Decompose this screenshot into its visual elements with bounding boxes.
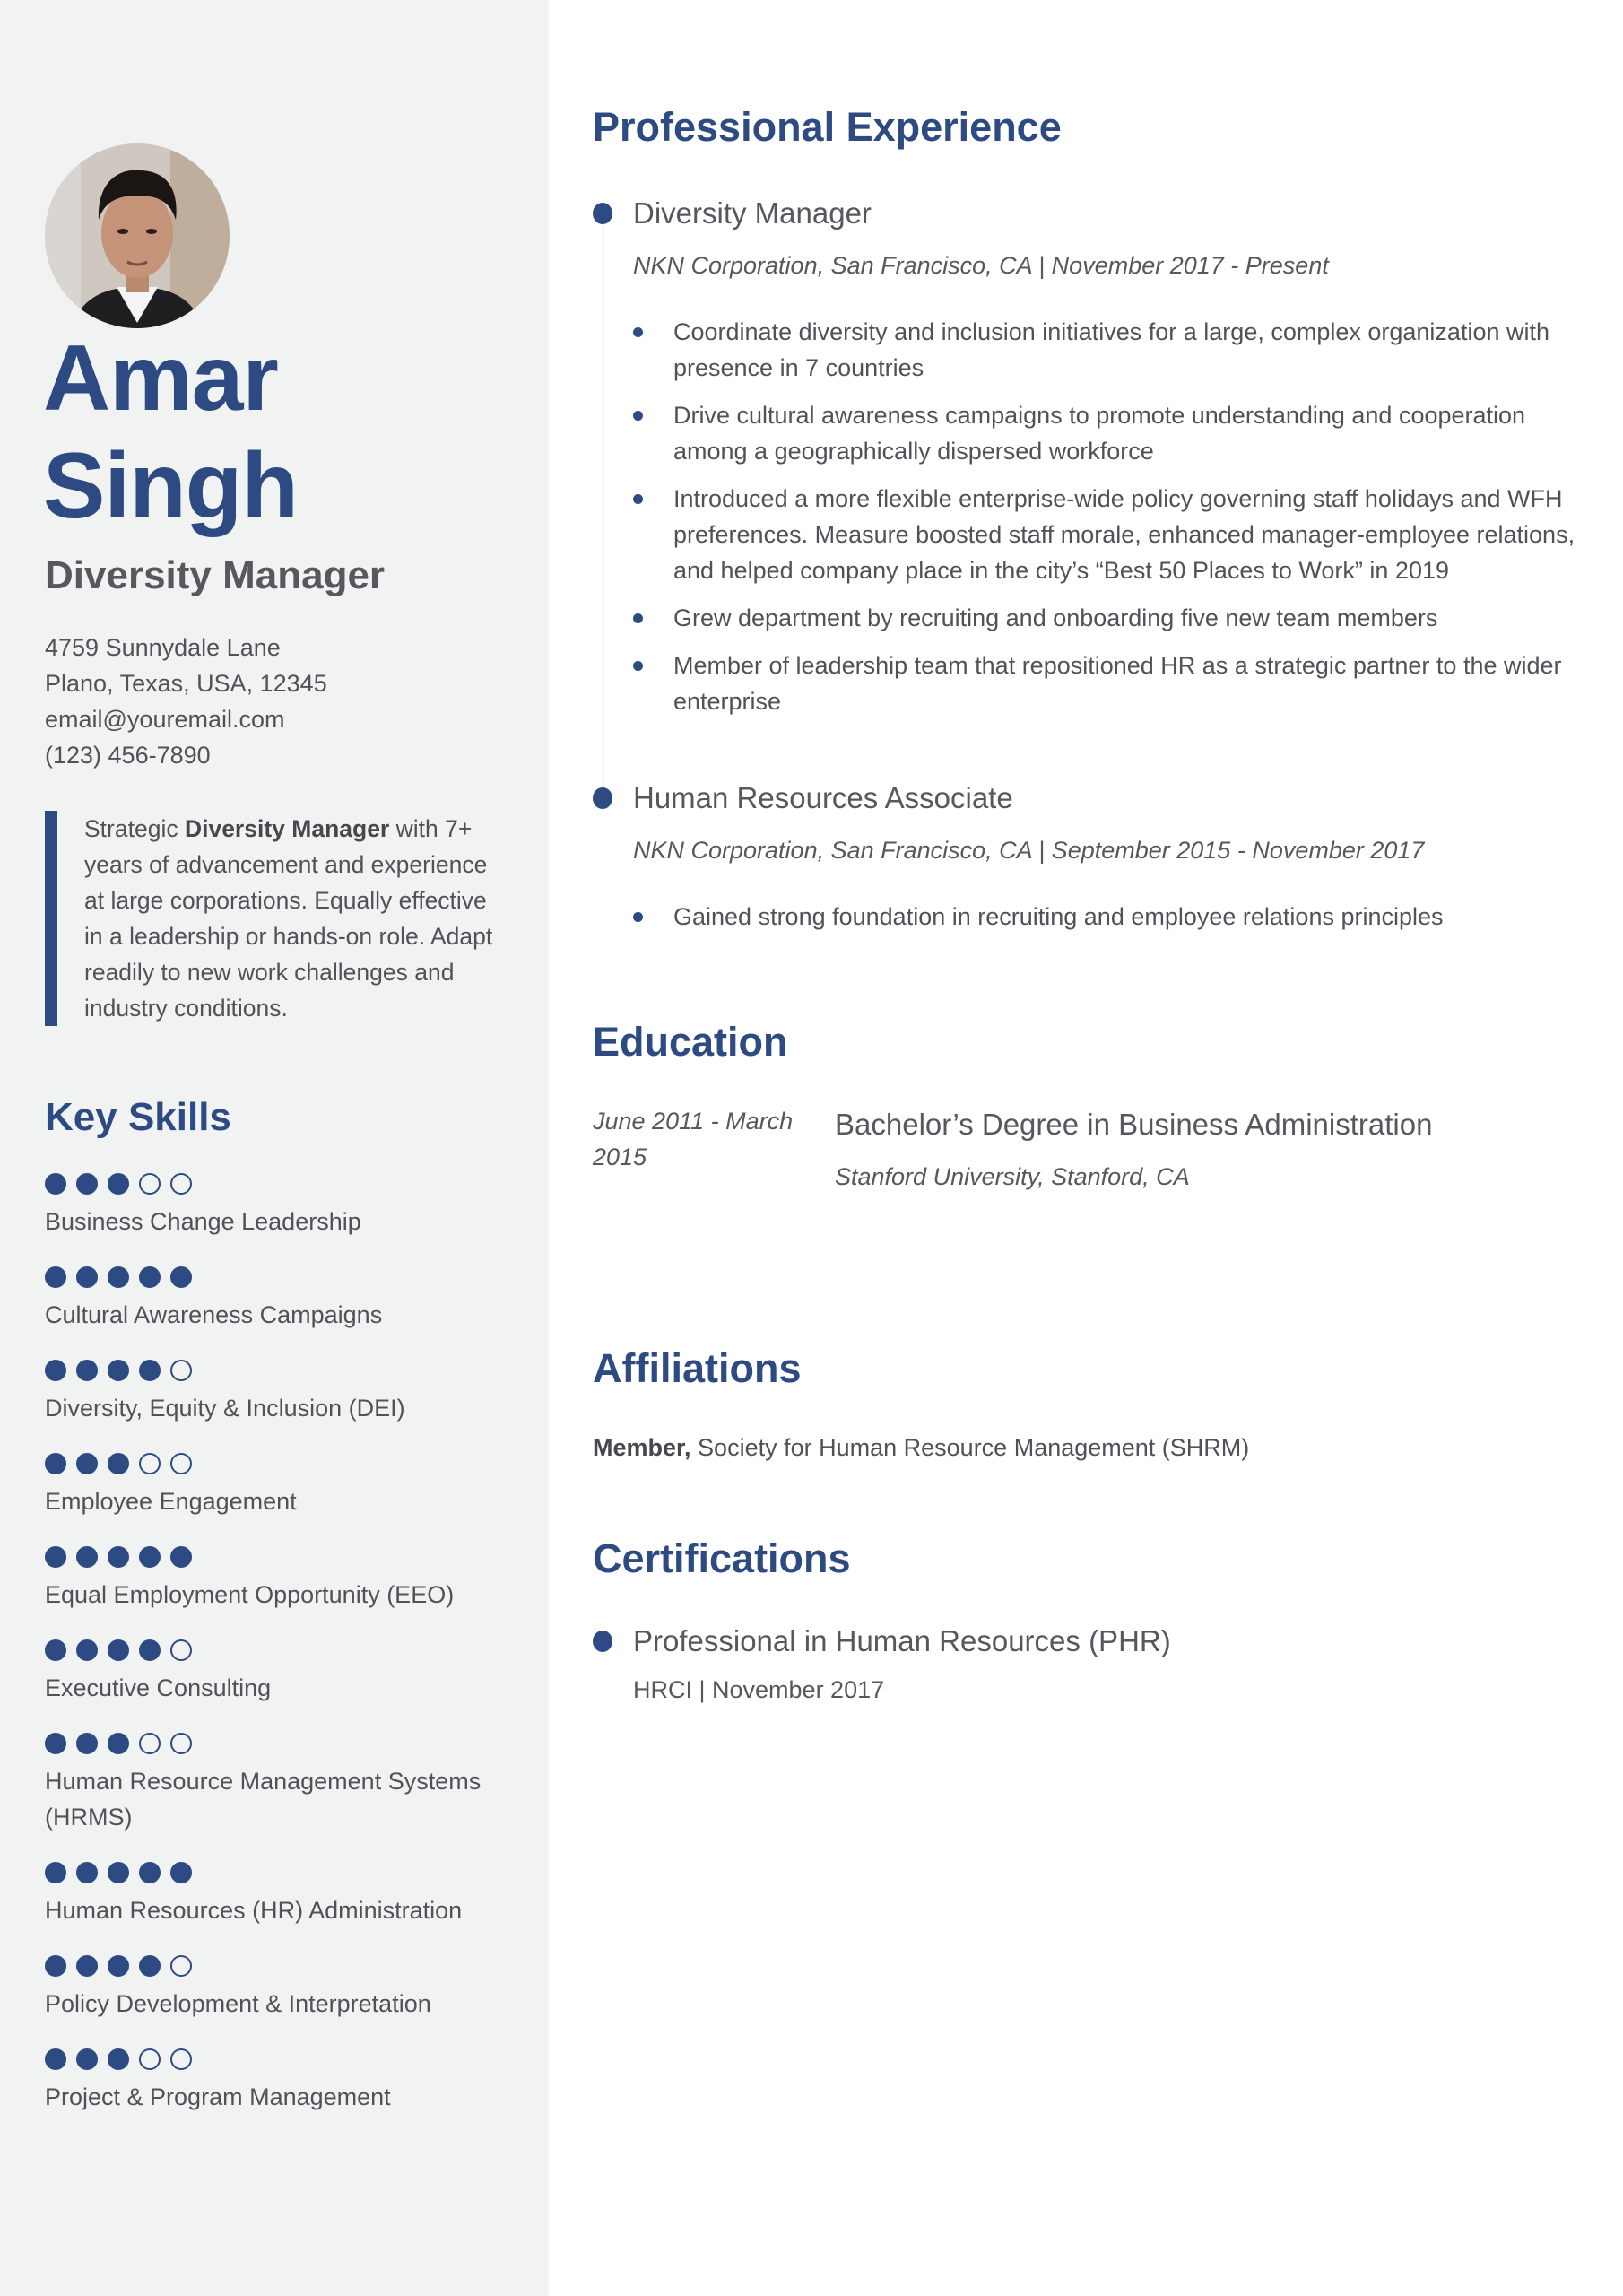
education-school: Stanford University, Stanford, CA — [835, 1163, 1190, 1190]
list-item — [633, 600, 1597, 636]
summary-suffix: with 7+ years of advancement and experience at large corporations. Equally effective in a leadership or hands-on role. Adapt readily to new work challenges and industry conditions. — [84, 815, 493, 1022]
certifications-title: Certifications — [593, 1535, 851, 1581]
skill-item — [45, 1862, 529, 1928]
filled-dot-icon — [45, 1955, 66, 1977]
skill-label: Policy Development & Interpretation — [45, 1990, 431, 2017]
skill-item — [45, 1639, 529, 1706]
sidebar — [0, 0, 549, 2296]
filled-dot-icon — [108, 1639, 129, 1661]
filled-dot-icon — [108, 1955, 129, 1977]
timeline-dot-icon — [593, 787, 612, 809]
filled-dot-icon — [139, 1862, 161, 1883]
timeline-dot-icon — [593, 203, 612, 224]
phone[interactable]: (123) 456-7890 — [45, 742, 211, 769]
headline: Diversity Manager — [45, 553, 386, 597]
certification-meta: HRCI | November 2017 — [633, 1676, 885, 1703]
filled-dot-icon — [45, 1266, 66, 1288]
skill-rating — [45, 1360, 529, 1381]
filled-dot-icon — [108, 1173, 129, 1195]
job-meta: NKN Corporation, San Francisco, CA | November 2017 - Present — [633, 252, 1329, 279]
filled-dot-icon — [108, 1360, 129, 1381]
filled-dot-icon — [45, 1360, 66, 1381]
job-entry — [593, 778, 1597, 946]
profile-photo-icon — [45, 144, 230, 328]
skill-item — [45, 1453, 529, 1519]
list-item — [633, 648, 1597, 719]
filled-dot-icon — [139, 1639, 161, 1661]
empty-dot-icon — [139, 1733, 161, 1754]
filled-dot-icon — [76, 1360, 98, 1381]
skill-label: Diversity, Equity & Inclusion (DEI) — [45, 1395, 405, 1422]
filled-dot-icon — [108, 1862, 129, 1883]
skill-rating — [45, 1862, 529, 1883]
skill-item — [45, 1360, 529, 1426]
first-name: Amar — [43, 326, 278, 430]
filled-dot-icon — [76, 1173, 98, 1195]
affiliation-entry — [593, 1430, 1249, 1465]
empty-dot-icon — [170, 1733, 192, 1754]
email[interactable]: email@youremail.com — [45, 706, 285, 733]
affiliation-org: Society for Human Resource Management (SHRM) — [690, 1434, 1250, 1461]
filled-dot-icon — [170, 1266, 192, 1288]
skill-item — [45, 1546, 529, 1613]
skills-list — [45, 1173, 529, 2142]
job-bullets — [633, 314, 1597, 719]
empty-dot-icon — [170, 1173, 192, 1195]
skill-label: Cultural Awareness Campaigns — [45, 1301, 383, 1328]
skill-label: Employee Engagement — [45, 1488, 297, 1515]
certification-entry — [593, 1622, 1171, 1708]
skill-rating — [45, 2048, 529, 2070]
filled-dot-icon — [76, 1862, 98, 1883]
filled-dot-icon — [45, 1639, 66, 1661]
list-item — [633, 314, 1597, 386]
filled-dot-icon — [108, 1266, 129, 1288]
skill-rating — [45, 1173, 529, 1195]
job-bullets — [633, 899, 1597, 935]
summary-prefix: Strategic — [84, 815, 185, 842]
affiliation-role: Member, — [593, 1434, 691, 1461]
certification-title: Professional in Human Resources (PHR) — [633, 1624, 1171, 1657]
avatar — [45, 144, 230, 328]
filled-dot-icon — [108, 2048, 129, 2070]
skill-label: Business Change Leadership — [45, 1208, 361, 1235]
filled-dot-icon — [76, 1546, 98, 1568]
skill-rating — [45, 1639, 529, 1661]
filled-dot-icon — [108, 1453, 129, 1474]
empty-dot-icon — [170, 1360, 192, 1381]
filled-dot-icon — [45, 1453, 66, 1474]
filled-dot-icon — [76, 1955, 98, 1977]
education-title: Education — [593, 1019, 788, 1065]
bullet-icon — [633, 494, 643, 504]
skill-rating — [45, 1955, 529, 1977]
filled-dot-icon — [45, 1173, 66, 1195]
empty-dot-icon — [170, 2048, 192, 2070]
bullet-text: Coordinate diversity and inclusion initiatives for a large, complex organization with presence in 7 countries — [673, 318, 1549, 381]
skill-rating — [45, 1453, 529, 1474]
filled-dot-icon — [139, 1266, 161, 1288]
bullet-icon — [633, 327, 643, 337]
bullet-text: Introduced a more flexible enterprise-wide policy governing staff holidays and WFH preferences. Measure boosted staff morale, enhanced manager-employee relations, and helped company place in the city’s “Best 50 Places to Work” in 2019 — [673, 485, 1575, 584]
skills-title: Key Skills — [45, 1095, 231, 1139]
education-entry — [593, 1103, 1597, 1195]
summary-bold: Diversity Manager — [184, 815, 390, 842]
list-item — [633, 481, 1597, 588]
skill-label: Human Resource Management Systems (HRMS) — [45, 1768, 482, 1831]
filled-dot-icon — [45, 1733, 66, 1754]
bullet-text: Gained strong foundation in recruiting and employee relations principles — [673, 903, 1444, 930]
skill-label: Executive Consulting — [45, 1674, 272, 1701]
list-item — [633, 397, 1597, 469]
filled-dot-icon — [45, 2048, 66, 2070]
filled-dot-icon — [170, 1546, 192, 1568]
skill-rating — [45, 1733, 529, 1754]
education-degree: Bachelor’s Degree in Business Administration — [835, 1108, 1433, 1141]
skill-rating — [45, 1266, 529, 1288]
education-dates: June 2011 - March 2015 — [593, 1108, 794, 1170]
candidate-name — [43, 325, 527, 540]
job-title: Human Resources Associate — [633, 781, 1013, 814]
job-entry — [593, 194, 1597, 731]
bullet-text: Member of leadership team that repositioned HR as a strategic partner to the wider enterprise — [673, 652, 1562, 715]
empty-dot-icon — [170, 1955, 192, 1977]
filled-dot-icon — [45, 1546, 66, 1568]
job-meta: NKN Corporation, San Francisco, CA | September 2015 - November 2017 — [633, 837, 1425, 864]
filled-dot-icon — [139, 1546, 161, 1568]
filled-dot-icon — [139, 1360, 161, 1381]
skill-item — [45, 2048, 529, 2115]
filled-dot-icon — [108, 1733, 129, 1754]
empty-dot-icon — [170, 1453, 192, 1474]
skill-label: Equal Employment Opportunity (EEO) — [45, 1581, 455, 1608]
filled-dot-icon — [139, 1955, 161, 1977]
bullet-text: Grew department by recruiting and onboarding five new team members — [673, 604, 1438, 631]
filled-dot-icon — [170, 1862, 192, 1883]
filled-dot-icon — [108, 1546, 129, 1568]
empty-dot-icon — [170, 1639, 192, 1661]
empty-dot-icon — [139, 2048, 161, 2070]
experience-title: Professional Experience — [593, 104, 1062, 150]
bullet-icon — [633, 411, 643, 421]
bullet-text: Drive cultural awareness campaigns to promote understanding and cooperation among a geographically dispersed workforce — [673, 402, 1526, 465]
bullet-icon — [633, 912, 643, 922]
skill-item — [45, 1173, 529, 1239]
affiliations-title: Affiliations — [593, 1345, 802, 1391]
job-title: Diversity Manager — [633, 196, 872, 230]
empty-dot-icon — [139, 1173, 161, 1195]
filled-dot-icon — [45, 1862, 66, 1883]
skill-label: Human Resources (HR) Administration — [45, 1897, 463, 1924]
empty-dot-icon — [139, 1453, 161, 1474]
last-name: Singh — [43, 434, 298, 538]
timeline-dot-icon — [593, 1631, 612, 1652]
bullet-icon — [633, 613, 643, 623]
main-content — [549, 0, 1623, 2296]
address-city: Plano, Texas, USA, 12345 — [45, 670, 327, 697]
skill-label: Project & Program Management — [45, 2083, 391, 2110]
summary — [45, 811, 511, 1026]
list-item — [633, 899, 1597, 935]
filled-dot-icon — [76, 1453, 98, 1474]
skill-rating — [45, 1546, 529, 1568]
address-street: 4759 Sunnydale Lane — [45, 634, 281, 661]
filled-dot-icon — [76, 2048, 98, 2070]
skill-item — [45, 1955, 529, 2022]
skill-item — [45, 1266, 529, 1333]
filled-dot-icon — [76, 1639, 98, 1661]
skill-item — [45, 1733, 529, 1835]
filled-dot-icon — [76, 1266, 98, 1288]
contact-info — [45, 630, 327, 773]
filled-dot-icon — [76, 1733, 98, 1754]
bullet-icon — [633, 661, 643, 671]
